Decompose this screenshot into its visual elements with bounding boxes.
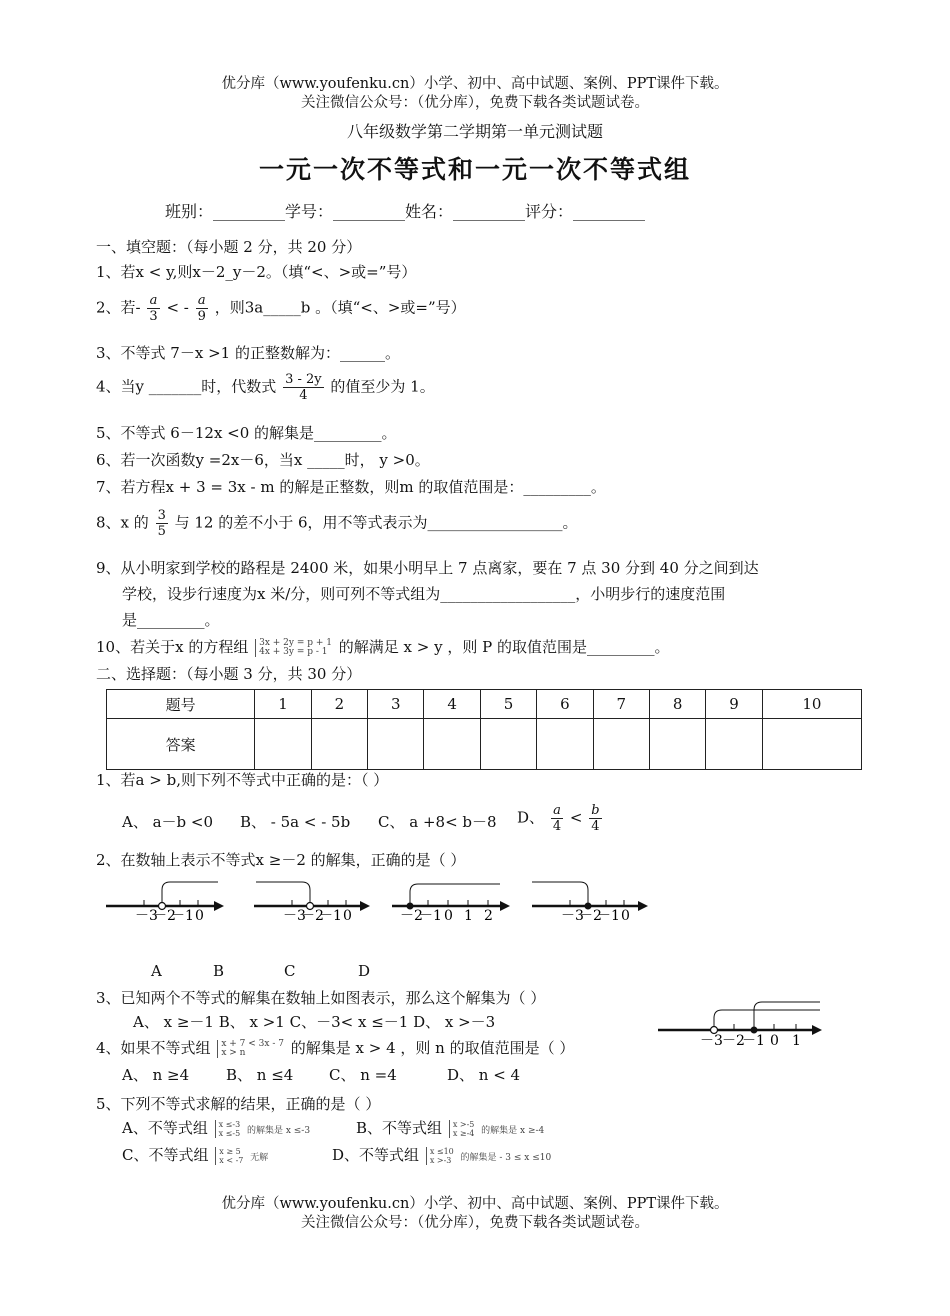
choice-q3: 3、已知两个不等式的解集在数轴上如图表示，那么这个解集为（ ）	[96, 989, 546, 1007]
number-line-c	[388, 874, 518, 924]
choice-q5-option-d: D、不等式组 x ≤10 x >-3 的解集是 - 3 ≤ x ≤10	[332, 1146, 552, 1165]
fill-q4	[96, 372, 435, 403]
answer-cell[interactable]	[649, 719, 705, 770]
choice-q2: 2、在数轴上表示不等式x ≥－2 的解集，正确的是（ ）	[96, 851, 466, 869]
number-line-a	[100, 874, 230, 924]
tick-label: －1	[171, 908, 194, 924]
header-line-2: 关注微信公众号：（优分库），免费下载各类试题试卷。	[301, 95, 649, 111]
tick-label: 0	[343, 908, 352, 924]
choice-q4: 4、如果不等式组 x + 7 < 3x - 7 x > n 的解集是 x > 4 ，则 n 的取值范围是（ ）	[96, 1039, 575, 1058]
table-cell: 3	[368, 690, 424, 719]
student-info-line: 班别：_________学号：_________姓名：_________评分：_________	[165, 202, 646, 221]
answer-cell[interactable]	[593, 719, 649, 770]
answer-cell[interactable]	[480, 719, 536, 770]
q8-prefix: 8、x 的	[96, 513, 149, 532]
tick-label: －2	[579, 908, 602, 924]
tick-label: 0	[444, 908, 453, 924]
q10-prefix: 10、若关于x 的方程组	[96, 638, 249, 656]
q2-suffix: ，则3a_____b 。（填“<、>或=”号）	[214, 298, 466, 317]
tick-label: －2	[153, 908, 176, 924]
tick-label: 2	[484, 908, 493, 924]
q5-a-system: x ≤-3 x ≤-5	[215, 1120, 241, 1138]
q5-c-system: x ≥ 5 x < -7	[215, 1147, 243, 1165]
choice-q5-option-a: A、不等式组 x ≤-3 x ≤-5 的解集是 x ≤-3	[122, 1119, 311, 1138]
answer-cell[interactable]	[368, 719, 424, 770]
choice-q1: 1、若a > b,则下列不等式中正确的是：（ ）	[96, 771, 389, 789]
answer-cell[interactable]	[762, 719, 861, 770]
footer-line-1: 优分库（www.youfenku.cn）小学、初中、高中试题、案例、PPT课件下载。	[221, 1196, 729, 1212]
tick-label: －3	[135, 908, 158, 924]
q4-suffix: 的值至少为 1。	[330, 377, 435, 396]
choice-q2-label-d: D	[358, 962, 371, 980]
choice-q2-label-b: B	[213, 962, 225, 980]
answer-cell[interactable]	[255, 719, 311, 770]
exam-subtitle: 八年级数学第二学期第一单元测试题	[346, 122, 603, 141]
table-cell: 答案	[107, 719, 255, 770]
table-cell: 题号	[107, 690, 255, 719]
answer-cell[interactable]	[706, 719, 762, 770]
fill-q5: 5、不等式 6－12x <0 的解集是_________。	[96, 424, 397, 442]
section2-heading: 二、选择题：（每小题 3 分，共 30 分）	[96, 665, 362, 683]
fill-q10	[96, 637, 670, 657]
q1-d-fraction-2: $\frac{b}{4}$	[591, 803, 600, 834]
tick-label: －2	[400, 908, 423, 924]
choice-q5: 5、下列不等式求解的结果，正确的是（ ）	[96, 1095, 381, 1113]
tick-label: －3	[561, 908, 584, 924]
choice-q5-option-c: C、不等式组 x ≥ 5 x < -7 无解	[122, 1146, 269, 1165]
answer-table-header-row	[107, 690, 862, 719]
number-line-q3	[656, 998, 826, 1050]
answer-cell[interactable]	[424, 719, 480, 770]
q8-suffix: 与 12 的差不小于 6，用不等式表示为__________________。	[174, 513, 578, 532]
q4-inequality-system: x + 7 < 3x - 7 x > n	[217, 1040, 284, 1058]
fill-q9-line3: 是_________。	[122, 611, 220, 629]
tick-label: －2	[301, 908, 324, 924]
q5-d-system: x ≤10 x >-3	[426, 1147, 454, 1165]
fill-q8	[96, 508, 578, 539]
tick-label: 1	[792, 1033, 801, 1049]
tick-label: －2	[722, 1033, 745, 1049]
choice-q3-options: A、 x ≥－1 B、 x >1 C、－3< x ≤－1 D、 x >－3	[133, 1013, 496, 1031]
table-cell: 9	[706, 690, 762, 719]
number-line-b	[248, 874, 378, 924]
choice-q2-label-a: A	[151, 962, 162, 980]
answer-cell[interactable]	[311, 719, 367, 770]
table-cell: 8	[649, 690, 705, 719]
table-cell: 7	[593, 690, 649, 719]
q2-fraction-1: $\frac{a}{3}$	[149, 293, 158, 324]
answer-table-answer-row	[107, 719, 862, 770]
fill-q6: 6、若一次函数y =2x－6，当x _____时， y >0。	[96, 451, 430, 469]
choice-q1-option-d: D、 $\frac{a}{4}$ < $\frac{b}{4}$	[517, 803, 600, 834]
choice-q1-option-b: B、 - 5a < - 5b	[240, 813, 351, 831]
tick-label: －3	[283, 908, 306, 924]
choice-q4-option-d: D、 n < 4	[447, 1066, 521, 1084]
fill-q9-line2: 学校，设步行速度为x 米/分，则可列不等式组为__________________，小明步行的速度范围	[122, 585, 726, 603]
tick-label: －1	[419, 908, 442, 924]
choice-q2-label-c: C	[284, 962, 296, 980]
tick-label: 0	[770, 1033, 779, 1049]
exam-title: 一元一次不等式和一元一次不等式组	[258, 155, 691, 184]
fill-q3: 3、不等式 7－x >1 的正整数解为：______。	[96, 344, 400, 362]
section1-heading: 一、填空题：（每小题 2 分，共 20 分）	[96, 238, 362, 256]
fill-q1: 1、若x < y,则x－2_y－2。（填“<、>或=”号）	[96, 263, 417, 281]
tick-label: 0	[621, 908, 630, 924]
tick-label: －1	[319, 908, 342, 924]
table-cell: 6	[537, 690, 593, 719]
choice-q4-option-b: B、 n ≤4	[226, 1066, 294, 1084]
fill-q7: 7、若方程x + 3 = 3x - m 的解是正整数，则m 的取值范围是：_________。	[96, 478, 606, 496]
q1-d-fraction-1: $\frac{a}{4}$	[552, 803, 562, 834]
number-line-d	[526, 874, 656, 924]
tick-label: －1	[597, 908, 620, 924]
fill-q2	[96, 293, 466, 324]
fill-q9-line1: 9、从小明家到学校的路程是 2400 米，如果小明早上 7 点离家，要在 7 点 30 分到 40 分之间到达	[96, 559, 759, 577]
q2-prefix: 2、若-	[96, 298, 141, 317]
choice-q4-option-c: C、 n =4	[329, 1066, 397, 1084]
q2-fraction-2: $\frac{a}{9}$	[197, 293, 206, 324]
table-cell: 2	[311, 690, 367, 719]
tick-label: －1	[742, 1033, 765, 1049]
q2-mid: < -	[166, 298, 189, 317]
q10-suffix: 的解满足 x > y ，则 P 的取值范围是_________。	[338, 638, 670, 656]
tick-label: －3	[700, 1033, 723, 1049]
q5-b-system: x >-5 x ≥-4	[449, 1120, 475, 1138]
answer-cell[interactable]	[537, 719, 593, 770]
table-cell: 5	[480, 690, 536, 719]
q10-equation-system: 3x + 2y = p + 1 4x + 3y = p - 1	[255, 639, 332, 657]
answer-table	[106, 689, 862, 770]
choice-q1-option-c: C、 a +8< b－8	[378, 813, 497, 831]
q4-prefix: 4、当y _______时，代数式	[96, 377, 277, 396]
header-line-1: 优分库（www.youfenku.cn）小学、初中、高中试题、案例、PPT课件下载。	[221, 76, 729, 92]
tick-label: 0	[195, 908, 204, 924]
table-cell: 1	[255, 690, 311, 719]
tick-label: 1	[464, 908, 473, 924]
q4-fraction: $\frac{3 - 2y}{4}$	[285, 372, 322, 403]
table-cell: 4	[424, 690, 480, 719]
choice-q4-option-a: A、 n ≥4	[122, 1066, 190, 1084]
footer-line-2: 关注微信公众号：（优分库），免费下载各类试题试卷。	[301, 1215, 649, 1231]
q8-fraction: $\frac{3}{5}$	[157, 508, 166, 539]
table-cell: 10	[762, 690, 861, 719]
choice-q5-option-b: B、不等式组 x >-5 x ≥-4 的解集是 x ≥-4	[356, 1119, 545, 1138]
choice-q1-option-a: A、 a－b <0	[122, 813, 214, 831]
